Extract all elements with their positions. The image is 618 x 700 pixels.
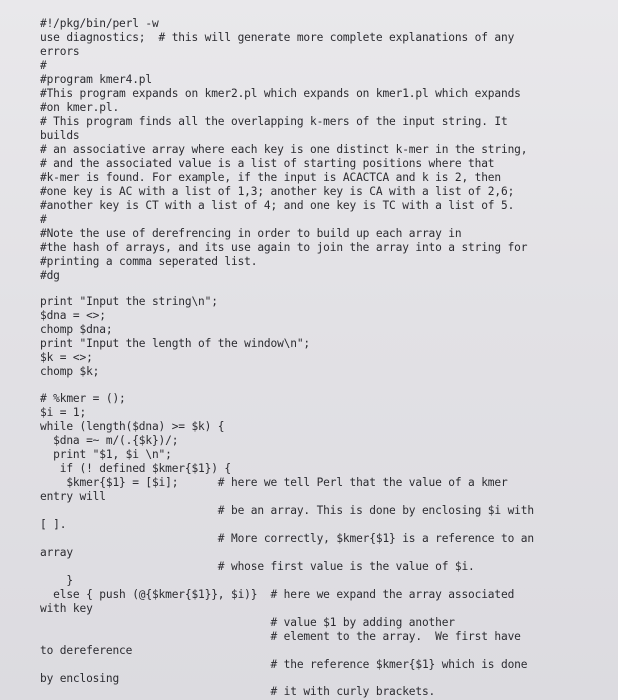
code-line: if (! defined $kmer{$1}) {	[40, 462, 231, 475]
code-line: # the reference $kmer{$1} which is done	[40, 658, 528, 671]
code-line: $k = <>;	[40, 351, 93, 364]
code-line: $i = 1;	[40, 406, 87, 419]
code-line: #k-mer is found. For example, if the input is ACACTCA and k is 2, then	[40, 171, 501, 184]
code-line: #Note the use of derefrencing in order to build up each array in	[40, 227, 462, 240]
code-line: #	[40, 59, 47, 72]
code-line: with key	[40, 602, 93, 615]
code-line: # it with curly brackets.	[40, 685, 436, 698]
code-line: else { push (@{$kmer{$1}}, $i)} # here we expand the array associated	[40, 588, 515, 601]
code-line: #dg	[40, 269, 60, 282]
code-line: #another key is CT with a list of 4; and one key is TC with a list of 5.	[40, 199, 515, 212]
code-line: chomp $k;	[40, 365, 100, 378]
code-line: print "$1, $i \n";	[40, 448, 172, 461]
code-line: $dna = <>;	[40, 309, 106, 322]
code-line: array	[40, 546, 73, 559]
code-line: #one key is AC with a list of 1,3; another key is CA with a list of 2,6;	[40, 185, 515, 198]
code-line: print "Input the length of the window\n";	[40, 337, 311, 350]
code-line: to dereference	[40, 644, 133, 657]
code-line: use diagnostics; # this will generate more complete explanations of any	[40, 31, 515, 44]
code-line: #!/pkg/bin/perl -w	[40, 17, 159, 30]
code-line: # element to the array. We first have	[40, 630, 521, 643]
code-line: # and the associated value is a list of starting positions where that	[40, 157, 495, 170]
code-line: #program kmer4.pl	[40, 73, 152, 86]
code-line: # More correctly, $kmer{$1} is a reference to an	[40, 532, 534, 545]
code-line: }	[40, 574, 73, 587]
code-line: errors	[40, 45, 80, 58]
code-line: # be an array. This is done by enclosing $i with	[40, 504, 534, 517]
code-line: # whose first value is the value of $i.	[40, 560, 475, 573]
code-line: # This program finds all the overlapping k-mers of the input string. It	[40, 115, 508, 128]
code-line: #the hash of arrays, and its use again to join the array into a string for	[40, 241, 528, 254]
code-line: #printing a comma seperated list.	[40, 255, 258, 268]
code-line: # value $1 by adding another	[40, 616, 455, 629]
code-line: chomp $dna;	[40, 323, 113, 336]
code-line: while (length($dna) >= $k) {	[40, 420, 225, 433]
code-line: $dna =~ m/(.{$k})/;	[40, 434, 179, 447]
code-line: # an associative array where each key is one distinct k-mer in the string,	[40, 143, 528, 156]
code-line: builds	[40, 129, 80, 142]
code-line: #on kmer.pl.	[40, 101, 120, 114]
code-line: print "Input the string\n";	[40, 295, 218, 308]
code-line: [ ].	[40, 518, 67, 531]
code-line: $kmer{$1} = [$i]; # here we tell Perl that the value of a kmer	[40, 476, 508, 489]
code-line: #	[40, 213, 47, 226]
code-line: entry will	[40, 490, 106, 503]
code-line: by enclosing	[40, 672, 120, 685]
code-line: #This program expands on kmer2.pl which expands on kmer1.pl which expands	[40, 87, 521, 100]
code-line: # %kmer = ();	[40, 392, 126, 405]
